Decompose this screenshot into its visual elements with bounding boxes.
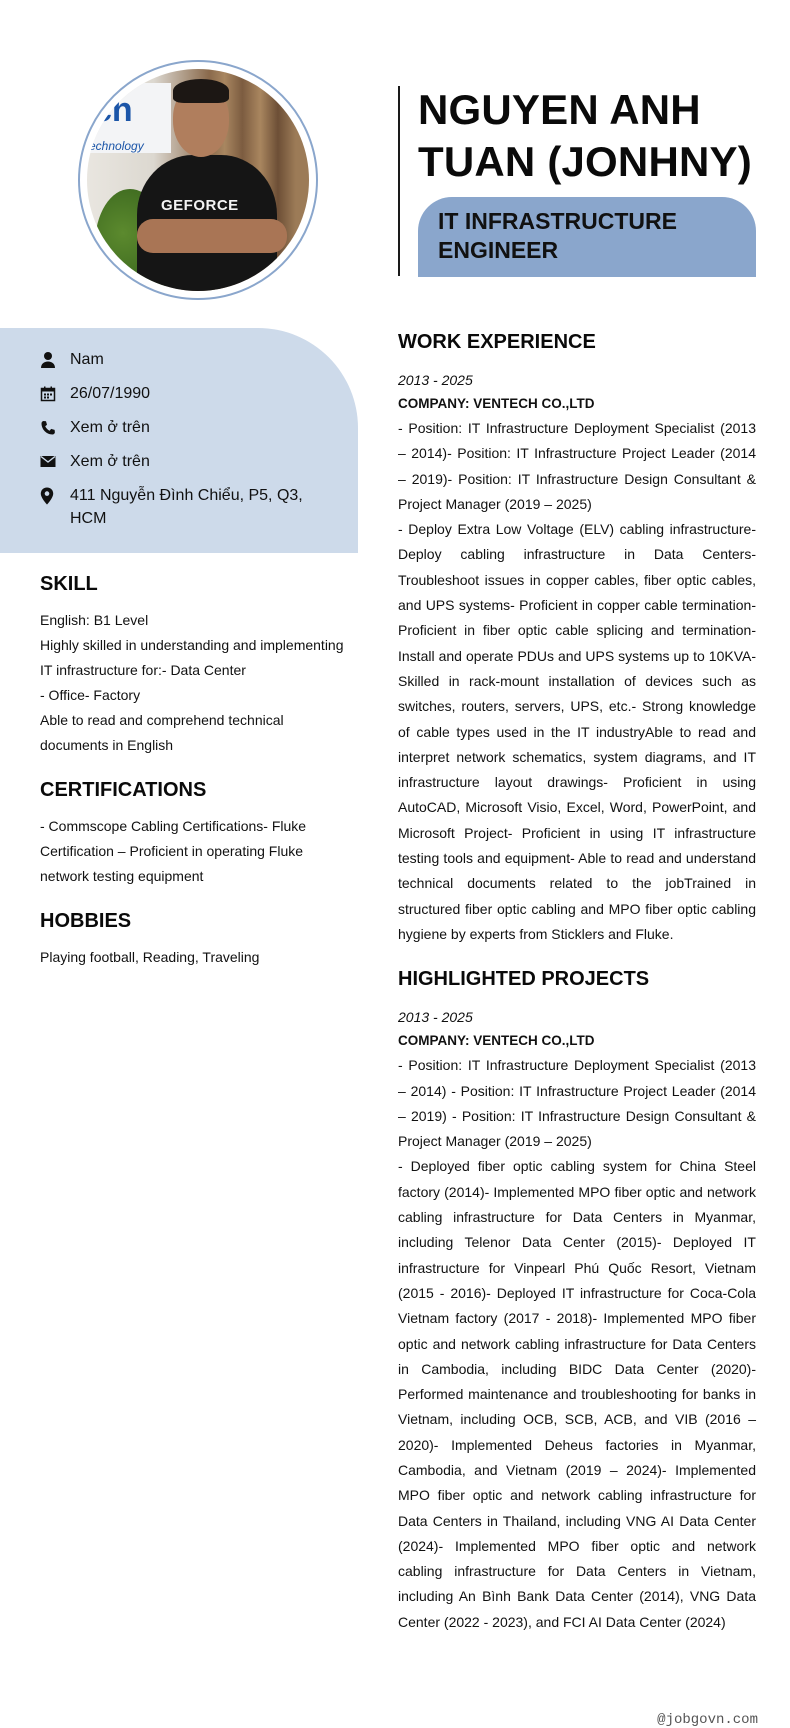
hair: [173, 79, 229, 103]
header-divider: [398, 86, 400, 276]
logo-subtext: echnology: [89, 139, 144, 153]
projects-company: COMPANY: VENTECH CO.,LTD: [398, 1033, 595, 1049]
user-icon: [40, 348, 64, 371]
avatar-frame: [78, 60, 318, 300]
logo-text: ch: [93, 91, 133, 129]
job-title: IT INFRASTRUCTURE ENGINEER: [438, 208, 677, 263]
projects-heading: HIGHLIGHTED PROJECTS: [398, 968, 650, 991]
skill-line: Able to read and comprehend technical documents in English: [40, 712, 284, 753]
projects-entry: [398, 1005, 756, 1635]
projects-period: 2013 - 2025: [398, 1009, 473, 1026]
phone-icon: [40, 416, 64, 439]
work-positions: - Position: IT Infrastructure Deployment Specialist (2013 – 2014)- Position: IT Infrastructure Project Leader (2014 – 2019)- Position: IT Infrastructure Design Consultant & Project Manager (2019 – 2025): [398, 420, 756, 512]
certifications-text: - Commscope Cabling Certifications- Fluke Certification – Proficient in operating Fluke network testing equipment: [40, 818, 307, 884]
projects-details: - Deployed fiber optic cabling system for China Steel factory (2014)- Implemented MPO fiber optic and network cabling infrastructure for Data Centers in Myanmar, including Telenor Data Center (2015)- Deployed IT infrastructure for Vinpearl Phú Quốc Resort, Vietnam (2015 - 2016)- Deployed IT infrastructure for Coca-Cola Vietnam factory (2017 - 2018)- Implemented MPO fiber optic and network cabling infrastructure for Data Centers in Cambodia, including BIDC Data Center (2020)- Performed maintenance and troubleshooting for banks in Vietnam, including OCB, SCB, ACB, and VIB (2016 – 2020)- Implemented Deheus factories in Myanmar, Cambodia, and Vietnam (2019 – 2024)- Implemented MPO fiber optic and network cabling infrastructure for Data Centers in Thailand, including VNG AI Data Center (2024)- Implemented MPO fiber optic and network cabling infrastructure for Data Centers in Vietnam, including An Bình Bank Data Center (2014), VNG Data Center (2022 - 2023), and FCI AI Data Center (2024): [398, 1158, 756, 1630]
avatar: [87, 69, 309, 291]
right-column: [398, 330, 756, 1635]
contact-dob: [40, 382, 150, 405]
work-experience-heading: WORK EXPERIENCE: [398, 331, 596, 353]
skill-line: - Office- Factory: [40, 687, 141, 703]
hobbies-text: Playing football, Reading, Traveling: [40, 949, 260, 965]
calendar-icon: [40, 382, 64, 405]
address-value: 411 Nguyễn Đình Chiểu, P5, Q3, HCM: [70, 487, 303, 527]
contact-phone: [40, 416, 150, 439]
phone-value: Xem ở trên: [70, 419, 150, 436]
contact-address: [40, 484, 330, 530]
contact-email: [40, 450, 150, 473]
work-period: 2013 - 2025: [398, 372, 473, 388]
mail-icon: [40, 450, 64, 473]
hobbies-heading: HOBBIES: [40, 910, 132, 932]
certifications-heading: CERTIFICATIONS: [40, 779, 207, 801]
arms: [137, 219, 287, 253]
watermark: @jobgovn.com: [657, 1712, 758, 1728]
job-title-badge: [418, 197, 756, 277]
gender-value: Nam: [70, 351, 104, 368]
skill-heading: SKILL: [40, 573, 98, 595]
location-pin-icon: [40, 484, 64, 507]
projects-positions: - Position: IT Infrastructure Deployment Specialist (2013 – 2014) - Position: IT Infrastructure Project Leader (2014 – 2019) - Position: IT Infrastructure Design Consultant & Project Manager (2019 – 2025): [398, 1057, 756, 1150]
contact-gender: [40, 348, 104, 371]
work-company: COMPANY: VENTECH CO.,LTD: [398, 396, 595, 411]
work-experience-entry: [398, 368, 756, 947]
shirt-text: GEFORCE: [161, 197, 239, 214]
email-value: Xem ở trên: [70, 453, 150, 470]
dob-value: 26/07/1990: [70, 385, 151, 402]
background-logo: [87, 83, 171, 153]
left-column: [40, 572, 350, 970]
full-name: NGUYEN ANH TUAN (JONHNY): [418, 86, 752, 185]
skill-list: [40, 608, 350, 758]
skill-line: Highly skilled in understanding and implementing IT infrastructure for:- Data Center: [40, 637, 344, 678]
work-details: - Deploy Extra Low Voltage (ELV) cabling infrastructure- Deploy cabling infrastructure in Data Centers- Troubleshoot issues in copper cables, fiber optic cables, and UPS systems- Proficient in copper cable termination- Proficient in fiber optic cable splicing and termination- Install and operate PDUs and UPS systems up to 10KVA- Skilled in rack-mount installation of devices such as switches, routers, servers, UPS, etc.- Strong knowledge of cable types used in the IT industryAble to read and interpret network schematics, system diagrams, and IT infrastructure layout drawings- Proficient in using AutoCAD, Microsoft Visio, Excel, Word, PowerPoint, and Microsoft Project- Proficient in using IT infrastructure testing tools and equipment- Able to read and understand technical documents related to the jobTrained in structured fiber optic cabling and MPO fiber optic cabling hygiene by experts from Sticklers and Fluke.: [398, 521, 756, 942]
skill-line: English: B1 Level: [40, 612, 149, 628]
